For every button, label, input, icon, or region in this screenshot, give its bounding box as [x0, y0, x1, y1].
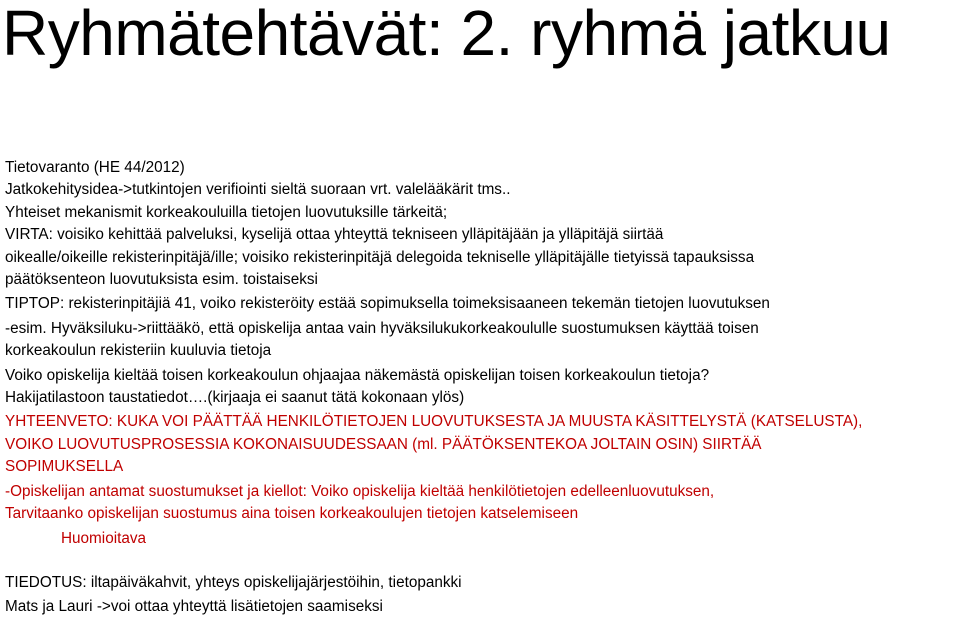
summary-line-3: SOPIMUKSELLA — [5, 458, 124, 476]
contact-line: Mats ja Lauri ->voi ottaa yhteyttä lisätietojen saamiseksi — [5, 598, 383, 616]
huomioitava-note: Huomioitava — [61, 529, 147, 547]
summary-line-1: YHTEENVETO: KUKA VOI PÄÄTTÄÄ HENKILÖTIETOJEN LUOVUTUKSESTA JA MUUSTA KÄSITTELYSTÄ (KATSELUSTA), — [5, 413, 863, 431]
tiedotus-line: TIEDOTUS: iltapäiväkahvit, yhteys opiskelijajärjestöihin, tietopankki — [5, 573, 462, 591]
text-line-virta-cont-2: päätöksenteon luovutuksista esim. toistaiseksi — [5, 271, 318, 289]
spacer — [5, 550, 955, 572]
text-line-hyvaksiluku-cont: korkeakoulun rekisteriin kuuluvia tietoja — [5, 342, 272, 360]
summary-line-2: VOIKO LUOVUTUSPROSESSIA KOKONAISUUDESSAAN (ml. PÄÄTÖKSENTEKOA JOLTAIN OSIN) SIIRTÄÄ — [5, 435, 762, 453]
text-line-virta: VIRTA: voisiko kehittää palveluksi, kyselijä ottaa yhteyttä tekniseen ylläpitäjään ja ylläpitäjä siirtää — [5, 226, 664, 244]
text-line-tietovaranto: Tietovaranto (HE 44/2012) — [5, 159, 185, 176]
text-line-jatkokehitysidea: Jatkokehitysidea->tutkintojen verifiointi sieltä suoraan vrt. valelääkärit tms.. — [5, 181, 511, 199]
consent-line-2: Tarvitaanko opiskelijan suostumus aina toisen korkeakoulujen tietojen katselemiseen — [5, 505, 579, 523]
text-line-hyvaksiluku: -esim. Hyväksiluku->riittääkö, että opiskelija antaa vain hyväksilukukorkeakoululle suostumuksen käyttää toisen — [5, 319, 759, 337]
text-line-yhteiset-mekanismit: Yhteiset mekanismit korkeakouluilla tietojen luovutuksille tärkeitä; — [5, 203, 448, 221]
text-line-tiptop: TIPTOP: rekisterinpitäjiä 41, voiko rekisteröity estää sopimuksella toimeksisaaneen tekemän tietojen luovutuksen — [5, 295, 770, 313]
slide-title: Ryhmätehtävät: 2. ryhmä jatkuu — [2, 0, 891, 69]
text-line-virta-cont-1: oikealle/oikeille rekisterinpitäjä/ille; voisiko rekisterinpitäjä delegoida tekniselle ylläpitäjälle tietyissä tapauksissa — [5, 248, 755, 266]
text-line-voiko-opiskelija: Voiko opiskelija kieltää toisen korkeakoulun ohjaajaa näkemästä opiskelijan toisen korkeakoulun tietoja? — [5, 366, 710, 384]
consent-line-1: -Opiskelijan antamat suostumukset ja kiellot: Voiko opiskelija kieltää henkilötietojen edelleenluovutuksen, — [5, 482, 715, 500]
slide-body — [5, 157, 955, 619]
text-line-hakijatilasto: Hakijatilastoon taustatiedot….(kirjaaja ei saanut tätä kokonaan ylös) — [5, 389, 465, 407]
